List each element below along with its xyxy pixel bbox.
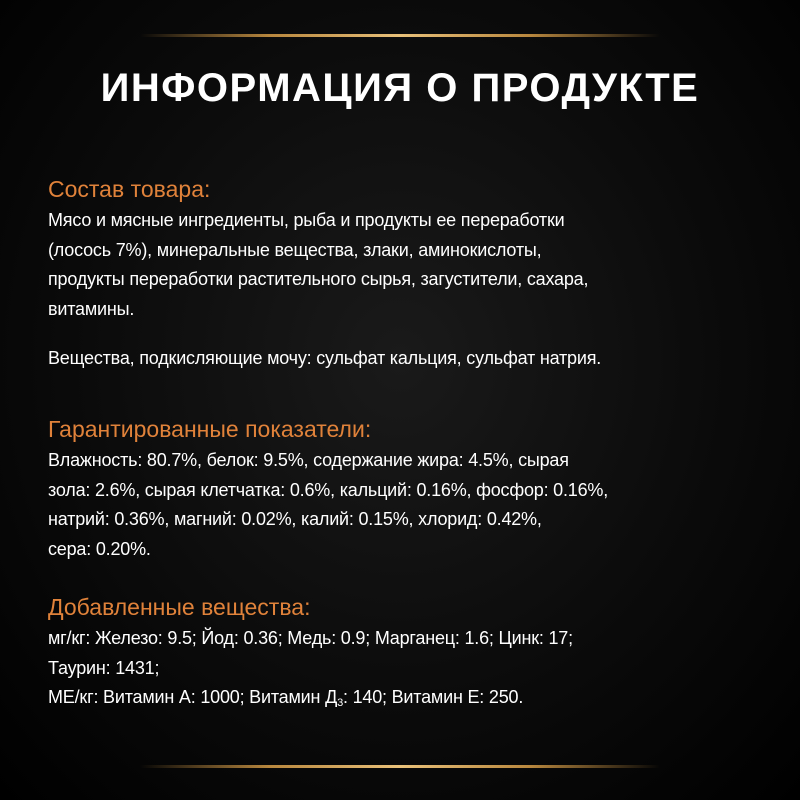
page-title: ИНФОРМАЦИЯ О ПРОДУКТЕ xyxy=(100,66,700,110)
additives-section xyxy=(48,593,758,719)
guaranteed-line: Влажность: 80.7%, белок: 9.5%, содержание жира: 4.5%, сырая xyxy=(48,450,569,470)
guaranteed-section xyxy=(48,415,758,564)
bottom-gold-divider xyxy=(140,765,660,768)
composition-line: Мясо и мясные ингредиенты, рыба и продукты ее переработки xyxy=(48,210,565,230)
additives-vitamins-line xyxy=(48,683,758,719)
additives-line: Таурин: 1431; xyxy=(48,657,160,678)
vitamins-text: МЕ/кг: Витамин А: 1000; Витамин Д xyxy=(48,687,338,707)
vitamins-text-end: : 140; Витамин Е: 250. xyxy=(342,687,524,707)
guaranteed-line: зола: 2.6%, сырая клетчатка: 0.6%, кальций: 0.16%, фосфор: 0.16%, xyxy=(48,479,609,500)
vitamin-d-subscript: 3 xyxy=(337,697,343,709)
composition-heading: Состав товара: xyxy=(48,176,211,202)
composition-line: (лосось 7%), минеральные вещества, злаки, аминокислоты, xyxy=(48,239,542,260)
top-gold-divider xyxy=(140,34,660,37)
guaranteed-line: сера: 0.20%. xyxy=(48,538,151,559)
composition-section xyxy=(48,175,758,374)
urine-acidifiers-line: Вещества, подкисляющие мочу: сульфат кальция, сульфат натрия. xyxy=(48,348,602,368)
composition-line: продукты переработки растительного сырья, загустители, сахара, xyxy=(48,269,589,289)
composition-line: витамины. xyxy=(48,298,135,319)
guaranteed-heading: Гарантированные показатели: xyxy=(48,416,372,442)
additives-line: мг/кг: Железо: 9.5; Йод: 0.36; Медь: 0.9; Марганец: 1.6; Цинк: 17; xyxy=(48,628,573,648)
additives-heading: Добавленные вещества: xyxy=(48,594,311,620)
guaranteed-line: натрий: 0.36%, магний: 0.02%, калий: 0.15%, хлорид: 0.42%, xyxy=(48,509,542,529)
